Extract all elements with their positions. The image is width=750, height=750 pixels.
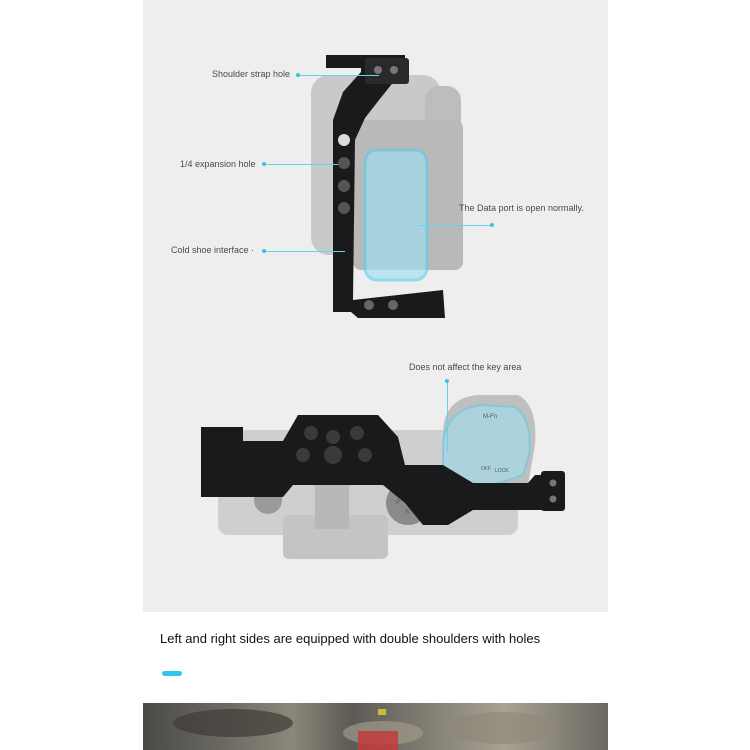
expansion-hole-4 bbox=[338, 202, 350, 214]
cage-hole-3 bbox=[350, 426, 364, 440]
expansion-hole-1 bbox=[338, 134, 350, 146]
callout-data-port: The Data port is open normally. bbox=[459, 203, 584, 213]
camera-label-lock: LOCK bbox=[495, 468, 509, 474]
data-port-highlight bbox=[365, 150, 427, 280]
leader-dot-data-port bbox=[490, 223, 494, 227]
cage-hole-6 bbox=[358, 448, 372, 462]
right-shoulder-hole-2 bbox=[550, 496, 557, 503]
camera-label-p: P bbox=[396, 500, 401, 506]
caption-accent-bar bbox=[162, 671, 182, 676]
leader-dot-expansion bbox=[262, 162, 266, 166]
leader-dot-strap bbox=[296, 73, 300, 77]
bottom-hole-1 bbox=[364, 300, 374, 310]
expansion-hole-2 bbox=[338, 157, 350, 169]
callout-key-area: Does not affect the key area bbox=[409, 362, 522, 372]
next-product-photo bbox=[143, 703, 608, 750]
top-view-illustration bbox=[143, 375, 608, 595]
cage-left-shoulder bbox=[201, 427, 229, 497]
camera-label-s: S bbox=[405, 510, 410, 516]
cage-hole-4 bbox=[296, 448, 310, 462]
hot-shoe bbox=[315, 483, 349, 529]
leader-line-expansion bbox=[265, 164, 338, 165]
leader-dot-cold-shoe bbox=[262, 249, 266, 253]
callout-shoulder-strap-hole: Shoulder strap hole bbox=[212, 69, 291, 79]
cage-hole-2 bbox=[326, 430, 340, 444]
callout-cold-shoe: Cold shoe interface · bbox=[171, 245, 255, 255]
product-image-panel bbox=[143, 0, 608, 612]
camera-label-mfn: M-Fn bbox=[483, 414, 497, 420]
leader-line-key-area bbox=[447, 382, 448, 452]
strap-hole-2 bbox=[390, 66, 398, 74]
expansion-hole-3 bbox=[338, 180, 350, 192]
camera-label-off: OFF bbox=[481, 466, 491, 472]
leader-dot-key-area bbox=[445, 379, 449, 383]
cage-top-plate bbox=[365, 58, 409, 84]
cage-hole-5 bbox=[324, 446, 342, 464]
right-shoulder-hole-1 bbox=[550, 480, 557, 487]
callout-expansion-hole: 1/4 expansion hole bbox=[180, 159, 256, 169]
leader-line-cold-shoe bbox=[265, 251, 345, 252]
strap-hole-1 bbox=[374, 66, 382, 74]
cage-hole-1 bbox=[304, 426, 318, 440]
section-caption: Left and right sides are equipped with double shoulders with holes bbox=[160, 631, 541, 646]
leader-line-strap bbox=[299, 75, 379, 76]
cage-right-shoulder bbox=[541, 471, 565, 511]
bottom-hole-2 bbox=[388, 300, 398, 310]
leader-line-data-port bbox=[418, 225, 492, 226]
photo-texture bbox=[143, 703, 608, 750]
